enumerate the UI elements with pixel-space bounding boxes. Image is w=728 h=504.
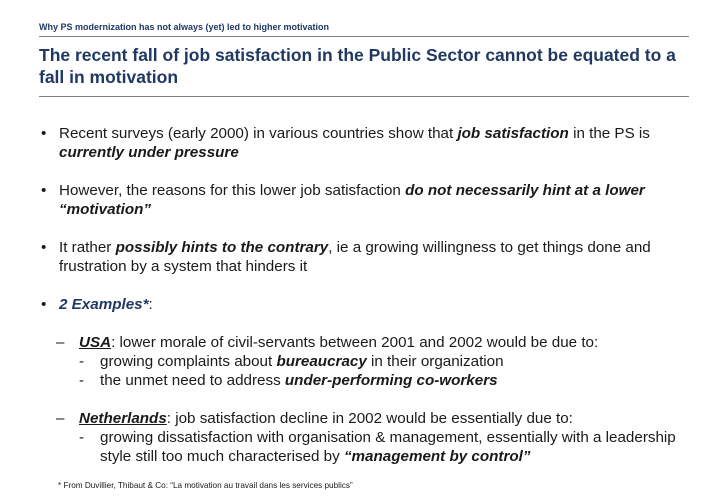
text: Recent surveys (early 2000) in various countries show that: [59, 125, 458, 142]
country-label: Netherlands: [79, 410, 167, 427]
emphasis: job satisfaction: [457, 125, 569, 142]
footnote: * From Duvillier, Thibaut & Co: “La motivation au travail dans les services publics”: [58, 481, 353, 490]
bullet-job-satisfaction: [39, 124, 699, 162]
netherlands-item: [39, 428, 699, 466]
slide-body: [39, 124, 699, 466]
text: in their organization: [366, 353, 504, 370]
text: : lower morale of civil-servants between 2001 and 2002 would be due to:: [111, 334, 599, 351]
text: growing complaints about: [100, 353, 277, 370]
bullet-dot: •: [41, 182, 47, 199]
emphasis: bureaucracy: [276, 353, 367, 370]
text: : job satisfaction decline in 2002 would be essentially due to:: [166, 410, 573, 427]
emphasis: under-performing co-workers: [284, 372, 498, 389]
emphasis: “management by control”: [343, 448, 531, 465]
emphasis: currently under pressure: [59, 144, 239, 161]
emphasis: 2 Examples*: [59, 296, 149, 313]
text: :: [148, 296, 153, 313]
bullet-dot: •: [41, 125, 47, 142]
bullet-dot: •: [41, 296, 47, 313]
text: in the PS is: [568, 125, 650, 142]
usa-item: [39, 371, 699, 390]
sub-dash: –: [56, 410, 65, 427]
text: the unmet need to address: [100, 372, 285, 389]
bullet-contrary: [39, 238, 699, 276]
emphasis: do not necessarily hint at a lower “motivation”: [59, 182, 645, 218]
section-label: Why PS modernization has not always (yet) led to higher motivation: [39, 22, 330, 32]
usa-item: [39, 352, 699, 371]
example-usa: [39, 333, 699, 352]
item-hyphen: -: [79, 372, 85, 389]
bullet-examples: [39, 295, 699, 314]
country-label: USA: [79, 334, 112, 351]
title-divider: [39, 96, 689, 97]
item-hyphen: -: [79, 429, 85, 446]
text: It rather: [59, 239, 116, 256]
item-hyphen: -: [79, 353, 85, 370]
text: However, the reasons for this lower job satisfaction: [59, 182, 406, 199]
text: growing dissatisfaction with organisation & management, essentially with a leadership style still too much characterised by: [100, 429, 676, 465]
text: , ie a growing willingness to get things done and frustration by a system that hinders it: [59, 239, 651, 275]
bullet-dot: •: [41, 239, 47, 256]
header-divider: [39, 36, 689, 37]
emphasis: possibly hints to the contrary: [115, 239, 329, 256]
sub-dash: –: [56, 334, 65, 351]
slide-title: The recent fall of job satisfaction in the Public Sector cannot be equated to a fall in motivation: [39, 45, 676, 87]
example-netherlands: [39, 409, 699, 428]
bullet-reasons: [39, 181, 699, 219]
